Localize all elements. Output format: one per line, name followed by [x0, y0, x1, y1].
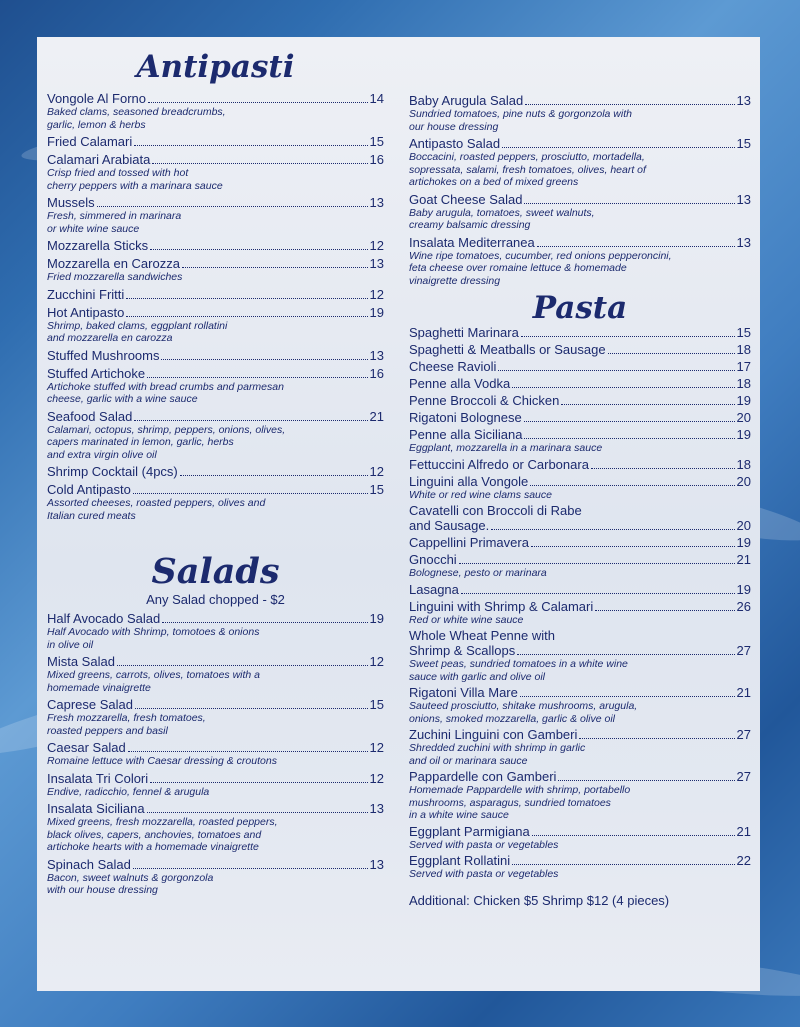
menu-item-name: Mista Salad [47, 654, 115, 669]
menu-item-name: Whole Wheat Penne with [409, 628, 555, 643]
menu-item-description: White or red wine clams sauce [409, 488, 552, 501]
leader-dots [162, 622, 367, 623]
menu-item-price: 27 [736, 769, 751, 784]
menu-item [409, 853, 751, 881]
menu-item-price: 27 [736, 643, 751, 658]
leader-dots [524, 438, 734, 439]
leader-dots [150, 782, 367, 783]
menu-item-price: 14 [369, 91, 384, 106]
menu-item-name: Half Avocado Salad [47, 611, 161, 626]
menu-item-name: Antipasto Salad [409, 136, 501, 151]
menu-item-description: Sauteed prosciutto, shitake mushrooms, arugula, onions, smoked mozzarella, garlic & olive oil [409, 700, 638, 725]
menu-item-description: Sweet peas, sundried tomatoes in a white wine sauce with garlic and olive oil [409, 658, 628, 683]
menu-item-name: Gnocchi [409, 552, 457, 567]
leader-dots [126, 298, 367, 299]
menu-item-name: Spaghetti & Meatballs or Sausage [409, 342, 606, 357]
leader-dots [530, 485, 734, 486]
menu-item-name: Zuchini Linguini con Gamberi [409, 727, 578, 742]
menu-item-description: Homemade Pappardelle with shrimp, portabello mushrooms, asparagus, sundried tomatoes in a white wine sauce [409, 784, 631, 821]
menu-item-price: 17 [736, 359, 751, 374]
menu-item-price: 12 [369, 286, 384, 302]
menu-item [409, 599, 751, 627]
menu-item-price: 13 [736, 93, 751, 108]
left-column [47, 37, 384, 900]
menu-item-description: Shrimp, baked clams, eggplant rollatini and mozzarella en carozza [47, 319, 228, 344]
menu-item-name: Spaghetti Marinara [409, 325, 519, 340]
leader-dots [608, 353, 735, 354]
menu-item-price: 21 [736, 823, 751, 839]
leader-dots [524, 203, 734, 204]
menu-item [409, 325, 751, 340]
menu-item-name: Cheese Ravioli [409, 359, 497, 374]
leader-dots [532, 835, 735, 836]
menu-item-price: 12 [369, 238, 384, 253]
menu-item [409, 535, 751, 550]
menu-item-price: 13 [369, 195, 384, 210]
pasta-title: Pasta [532, 290, 628, 326]
leader-dots [520, 696, 735, 697]
menu-item-name: Penne Broccoli & Chicken [409, 393, 560, 408]
menu-item-description: Served with pasta or vegetables [409, 868, 559, 880]
menu-item [47, 287, 384, 302]
menu-item-price: 20 [736, 410, 751, 425]
leader-dots [558, 780, 734, 781]
leader-dots [521, 336, 735, 337]
menu-item-price: 20 [736, 518, 751, 533]
leader-dots [147, 377, 367, 378]
menu-item-price: 18 [736, 376, 751, 391]
menu-item-description: Romaine lettuce with Caesar dressing & croutons [47, 755, 277, 767]
menu-item [409, 376, 751, 391]
menu-item [47, 238, 384, 253]
leader-dots [135, 708, 368, 709]
menu-item [409, 93, 751, 133]
menu-item-description: Served with pasta or vegetables [409, 838, 559, 851]
menu-item-price: 15 [369, 134, 384, 149]
menu-item-name: Pappardelle con Gamberi [409, 769, 557, 784]
menu-item-name-line2: Shrimp & Scallops [409, 643, 516, 658]
menu-item-name: Seafood Salad [47, 408, 133, 424]
menu-item-price: 13 [736, 191, 751, 207]
pasta-list [409, 325, 751, 881]
leader-dots [537, 246, 735, 247]
salads-left-list [47, 611, 384, 897]
menu-item [47, 740, 384, 768]
menu-item-name: Stuffed Mushrooms [47, 347, 160, 363]
menu-item [47, 464, 384, 479]
menu-item-description: Wine ripe tomatoes, cucumber, red onions pepperoncini, feta cheese over romaine lettuce & homemade vinaigrette dressing [409, 249, 672, 287]
menu-item [409, 427, 751, 455]
menu-item-price: 12 [369, 464, 384, 479]
leader-dots [126, 316, 367, 317]
menu-item [47, 857, 384, 897]
pasta-additional-note: Additional: Chicken $5 Shrimp $12 (4 pieces) [409, 892, 670, 908]
menu-item-name: Insalata Tri Colori [47, 770, 149, 786]
menu-item-price: 21 [369, 408, 384, 424]
menu-item-description: Bacon, sweet walnuts & gorgonzola with our house dressing [47, 871, 214, 896]
leader-dots [531, 546, 735, 547]
menu-item-name: Penne alla Vodka [409, 376, 511, 391]
menu-item-name: Eggplant Rollatini [409, 853, 511, 868]
menu-item-name: Mussels [47, 195, 95, 210]
menu-item-description: Fresh mozzarella, fresh tomatoes, roasted peppers and basil [47, 712, 206, 737]
menu-item [47, 801, 384, 854]
menu-item-price: 22 [736, 853, 751, 868]
leader-dots [517, 654, 734, 655]
menu-item-price: 27 [736, 727, 751, 742]
menu-item-price: 15 [736, 325, 751, 340]
menu-item [409, 824, 751, 852]
menu-item-description: Eggplant, mozzarella in a marinara sauce [409, 442, 603, 454]
leader-dots [134, 145, 367, 146]
menu-item-price: 18 [736, 456, 751, 472]
leader-dots [561, 404, 734, 405]
menu-item-name: Hot Antipasto [47, 304, 125, 320]
menu-item-price: 18 [736, 342, 751, 357]
menu-item-name: Insalata Mediterranea [409, 234, 535, 250]
menu-item-name: Rigatoni Villa Mare [409, 685, 518, 700]
menu-item [409, 192, 751, 232]
menu-item-price: 15 [369, 697, 384, 712]
menu-item-name: Cavatelli con Broccoli di Rabe [409, 503, 582, 518]
leader-dots [152, 163, 367, 164]
menu-item-description: Calamari, octopus, shrimp, peppers, onions, olives, capers marinated in lemon, garlic, herbs and extra virgin olive oil [47, 423, 286, 461]
menu-item [409, 136, 751, 189]
leader-dots [180, 475, 368, 476]
menu-item [409, 727, 751, 767]
menu-item [47, 366, 384, 406]
menu-item-name: Vongole Al Forno [47, 91, 147, 106]
menu-item-description: Boccacini, roasted peppers, prosciutto, mortadella, sopressata, salami, fresh tomatoes, olives, heart of artichokes on a bed of mixed greens [409, 151, 646, 188]
menu-item-price: 16 [369, 365, 384, 381]
leader-dots [148, 102, 368, 103]
menu-item-price: 19 [736, 581, 751, 597]
leader-dots [591, 468, 735, 469]
menu-item [409, 342, 751, 357]
leader-dots [97, 206, 368, 207]
antipasti-title: Antipasti [136, 49, 295, 85]
antipasti-list [47, 91, 384, 522]
leader-dots [461, 593, 735, 594]
menu-item-description: Baked clams, seasoned breadcrumbs, garlic, lemon & herbs [47, 106, 226, 131]
menu-item-name: Rigatoni Bolognese [409, 410, 522, 425]
menu-item-name: Eggplant Parmigiana [409, 823, 530, 839]
menu-item [47, 152, 384, 192]
menu-item [409, 685, 751, 725]
menu-item-name: Shrimp Cocktail (4pcs) [47, 464, 178, 479]
menu-item-price: 26 [736, 598, 751, 614]
menu-item [47, 697, 384, 737]
menu-item [409, 393, 751, 408]
menu-item-name: Insalata Siciliana [47, 801, 145, 816]
menu-item [47, 305, 384, 345]
leader-dots [150, 249, 367, 250]
menu-item-name: Goat Cheese Salad [409, 191, 523, 207]
leader-dots [512, 387, 734, 388]
menu-item-name: Mozzarella Sticks [47, 238, 149, 253]
menu-item-description: Fresh, simmered in marinara or white wine sauce [47, 210, 182, 235]
menu-item-price: 12 [369, 770, 384, 786]
menu-item-name: Caesar Salad [47, 740, 126, 755]
menu-panel [37, 37, 760, 991]
menu-item-description: Artichoke stuffed with bread crumbs and parmesan cheese, garlic with a wine sauce [47, 380, 284, 405]
menu-item [409, 235, 751, 288]
menu-item-name: Fettuccini Alfredo or Carbonara [409, 456, 589, 472]
menu-item [409, 457, 751, 472]
leader-dots [134, 420, 367, 421]
menu-item-name: Zucchini Fritti [47, 286, 125, 302]
menu-item-name: Caprese Salad [47, 697, 133, 712]
leader-dots [133, 493, 368, 494]
leader-dots [161, 359, 367, 360]
menu-item-price: 19 [369, 304, 384, 320]
menu-item-description: Crisp fried and tossed with hot cherry peppers with a marinara sauce [47, 167, 223, 192]
menu-item [47, 654, 384, 694]
menu-item-price: 19 [736, 535, 751, 550]
menu-item [47, 256, 384, 284]
menu-item [409, 628, 751, 683]
menu-item-name-line2: and Sausage. [409, 518, 490, 533]
menu-item-price: 13 [369, 801, 384, 816]
leader-dots [133, 868, 368, 869]
menu-item-name: Penne alla Siciliana [409, 427, 523, 442]
menu-item-name: Spinach Salad [47, 856, 131, 872]
menu-item-description: Half Avocado with Shrimp, tomotoes & onions in olive oil [47, 626, 260, 651]
menu-item [409, 359, 751, 374]
menu-item-description: Mixed greens, carrots, olives, tomatoes with a homemade vinaigrette [47, 669, 261, 694]
menu-item-price: 21 [736, 552, 751, 567]
menu-item-price: 13 [369, 256, 384, 271]
menu-item-name: Cappellini Primavera [409, 535, 529, 550]
menu-item [409, 474, 751, 502]
menu-item-price: 20 [736, 473, 751, 489]
menu-item-price: 16 [369, 152, 384, 167]
menu-item-name: Baby Arugula Salad [409, 93, 524, 108]
menu-item-name: Linguini alla Vongole [409, 473, 529, 489]
menu-item [47, 409, 384, 462]
leader-dots [525, 104, 734, 105]
menu-item-price: 13 [736, 234, 751, 250]
menu-item [47, 91, 384, 131]
menu-item-description: Baby arugula, tomatoes, sweet walnuts, creamy balsamic dressing [409, 206, 595, 231]
menu-item-price: 19 [736, 393, 751, 408]
menu-item-price: 19 [369, 611, 384, 626]
menu-item-price: 12 [369, 654, 384, 669]
salads-subtitle: Any Salad chopped - $2 [146, 592, 285, 607]
menu-item-price: 15 [736, 136, 751, 151]
menu-item-price: 15 [369, 482, 384, 497]
menu-item-name: Calamari Arabiata [47, 152, 151, 167]
menu-item [409, 503, 751, 533]
leader-dots [128, 751, 368, 752]
menu-item-description: Bolognese, pesto or marinara [409, 567, 547, 579]
menu-item-price: 19 [736, 427, 751, 442]
leader-dots [498, 370, 734, 371]
menu-item-name: Mozzarella en Carozza [47, 256, 180, 271]
leader-dots [182, 267, 368, 268]
leader-dots [502, 147, 734, 148]
menu-item-name: Stuffed Artichoke [47, 365, 146, 381]
leader-dots [579, 738, 734, 739]
menu-item-description: Red or white wine sauce [409, 613, 524, 626]
menu-item-price: 21 [736, 685, 751, 700]
leader-dots [512, 864, 734, 865]
leader-dots [524, 421, 735, 422]
menu-item-description: Shredded zuchini with shrimp in garlic and oil or marinara sauce [409, 742, 586, 767]
menu-item-name: Cold Antipasto [47, 482, 131, 497]
menu-item [409, 582, 751, 597]
menu-item-description: Fried mozzarella sandwiches [47, 271, 183, 283]
menu-item-price: 13 [369, 856, 384, 872]
menu-item-name: Linguini with Shrimp & Calamari [409, 598, 594, 614]
menu-item-name: Lasagna [409, 581, 459, 597]
right-column [409, 37, 751, 908]
menu-item-price: 13 [369, 347, 384, 363]
salads-title: Salads [151, 551, 280, 592]
menu-item [47, 195, 384, 235]
menu-item-name: Fried Calamari [47, 134, 133, 149]
leader-dots [147, 812, 368, 813]
salads-right-list [409, 93, 751, 287]
menu-item [47, 134, 384, 149]
leader-dots [117, 665, 368, 666]
menu-item [409, 552, 751, 580]
leader-dots [459, 563, 735, 564]
leader-dots [491, 529, 734, 530]
menu-item [47, 482, 384, 522]
menu-item-description: Endive, radicchio, fennel & arugula [47, 785, 210, 798]
menu-item [47, 771, 384, 799]
menu-item-description: Mixed greens, fresh mozzarella, roasted peppers, black olives, capers, anchovies, tomatoes and artichoke hearts with a homemade vinaigrette [47, 816, 278, 853]
menu-item-price: 12 [369, 740, 384, 755]
menu-item [409, 410, 751, 425]
menu-item-description: Assorted cheeses, roasted peppers, olives and Italian cured meats [47, 497, 266, 522]
menu-item [47, 611, 384, 651]
leader-dots [595, 610, 734, 611]
menu-item [47, 348, 384, 363]
menu-item-description: Sundried tomatoes, pine nuts & gorgonzola with our house dressing [409, 108, 632, 133]
menu-item [409, 769, 751, 822]
